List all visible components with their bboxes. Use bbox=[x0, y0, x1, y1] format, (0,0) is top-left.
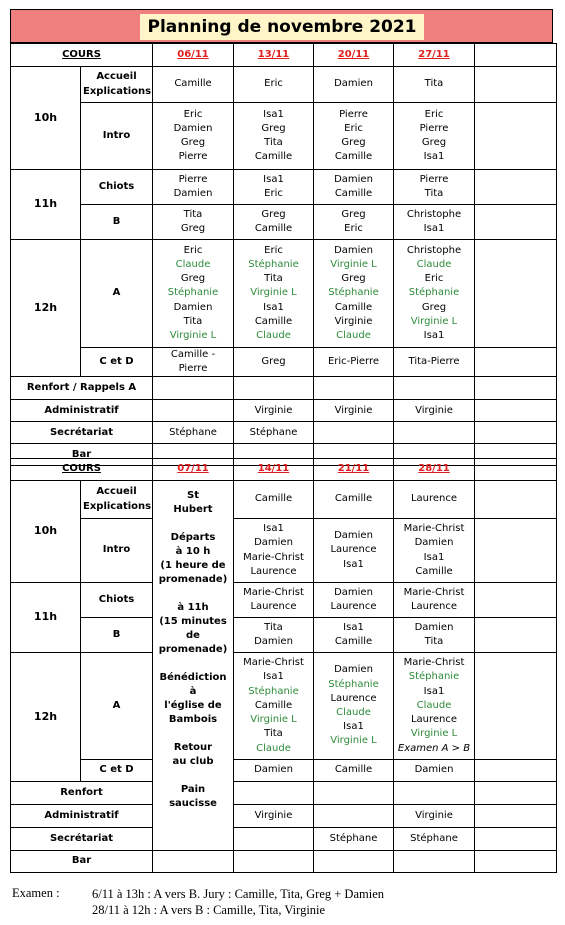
empty-cell bbox=[394, 782, 475, 805]
schedule-cell: Tita-Pierre bbox=[394, 348, 475, 377]
name-entry: Greg bbox=[180, 137, 206, 148]
name-entry: Pierre bbox=[178, 173, 208, 185]
name-entry: Eric bbox=[344, 223, 363, 234]
schedule-cell: Virginie bbox=[314, 400, 394, 422]
hubert-line: promenade) bbox=[158, 574, 228, 585]
name-entry: Pierre bbox=[339, 108, 368, 120]
name-entry: Greg bbox=[180, 223, 206, 234]
name-entry: Isa1 bbox=[423, 685, 445, 697]
row-label-administratif: Administratif bbox=[11, 805, 153, 828]
exam-line: 28/11 à 12h : A vers B : Camille, Tita, Virginie bbox=[92, 903, 326, 917]
schedule-cell bbox=[234, 519, 314, 583]
schedule-cell bbox=[234, 103, 314, 170]
name-entry: Damien bbox=[254, 636, 293, 647]
empty-cell bbox=[314, 377, 394, 400]
schedule-cell: Camille bbox=[153, 67, 234, 103]
hubert-line: Hubert bbox=[173, 504, 213, 515]
name-entry: Damien bbox=[334, 530, 373, 542]
name-entry: Isa1 bbox=[343, 558, 364, 570]
empty-cell bbox=[153, 851, 234, 873]
name-entry: Pierre bbox=[178, 151, 208, 163]
empty-cell bbox=[475, 618, 557, 653]
schedule-cell: Stéphane bbox=[314, 828, 394, 851]
row-label-c-et-d: C et D bbox=[81, 760, 153, 782]
schedule-cell bbox=[314, 653, 394, 760]
row-label-intro: Intro bbox=[81, 519, 153, 583]
schedule-cell: Greg bbox=[234, 348, 314, 377]
hubert-line: à 11h bbox=[177, 602, 209, 613]
name-entry: Virginie L bbox=[410, 728, 458, 740]
date-header: 14/11 bbox=[234, 459, 314, 481]
schedule-cell bbox=[394, 618, 475, 653]
schedule-cell: Damien bbox=[234, 760, 314, 782]
name-entry: Laurence bbox=[410, 601, 458, 612]
name-entry: Damien bbox=[414, 537, 454, 549]
name-entry: Camille bbox=[254, 315, 293, 327]
schedule-cell bbox=[314, 618, 394, 653]
hubert-line: Retour bbox=[173, 742, 213, 753]
exam-notes bbox=[92, 886, 384, 918]
empty-cell bbox=[475, 67, 557, 103]
schedule-cell bbox=[314, 205, 394, 240]
name-entry: Damien bbox=[173, 188, 213, 199]
name-entry: Damien bbox=[414, 621, 454, 633]
schedule-cell: Damien bbox=[314, 67, 394, 103]
name-entry: Greg bbox=[261, 122, 286, 134]
empty-cell bbox=[234, 782, 314, 805]
hubert-line: l'église de bbox=[164, 700, 222, 711]
empty-cell bbox=[475, 422, 557, 444]
empty-cell bbox=[153, 377, 234, 400]
name-entry: Isa1 bbox=[423, 151, 445, 163]
name-entry: Camille bbox=[415, 565, 453, 577]
name-entry: Isa1 bbox=[343, 621, 364, 633]
schedule-cell: Stéphane bbox=[153, 422, 234, 444]
name-entry: Camille bbox=[334, 151, 373, 163]
name-entry: Laurence bbox=[330, 601, 377, 612]
label-line: Explications bbox=[83, 85, 152, 97]
empty-cell bbox=[475, 103, 557, 170]
name-entry: Stéphanie bbox=[328, 287, 379, 299]
schedule-cell bbox=[314, 240, 394, 348]
name-entry: Greg bbox=[421, 137, 447, 148]
schedule-cell bbox=[153, 103, 234, 170]
date-header: 13/11 bbox=[234, 44, 314, 67]
schedule-cell: Virginie bbox=[394, 805, 475, 828]
name-entry: Stéphanie bbox=[248, 685, 299, 697]
name-entry: Damien bbox=[254, 537, 293, 549]
name-entry: Tita bbox=[264, 728, 283, 740]
row-label-secretariat: Secrétariat bbox=[11, 422, 153, 444]
name-entry: Laurence bbox=[330, 692, 377, 704]
spacer bbox=[155, 657, 231, 671]
name-entry: Damien bbox=[173, 122, 213, 134]
name-entry: Eric bbox=[264, 244, 283, 256]
spacer bbox=[155, 727, 231, 741]
row-label-accueil bbox=[81, 67, 153, 103]
spacer bbox=[155, 769, 231, 783]
name-entry: Claude bbox=[336, 330, 371, 341]
time-slot-10h: 10h bbox=[11, 481, 81, 583]
name-entry: Marie-Christ bbox=[403, 586, 465, 598]
empty-cell bbox=[475, 583, 557, 618]
row-label-secretariat: Secrétariat bbox=[11, 828, 153, 851]
schedule-cell bbox=[314, 805, 394, 828]
row-label-renfort: Renfort bbox=[11, 782, 153, 805]
hubert-line: saucisse bbox=[169, 798, 217, 809]
name-entry: Isa1 bbox=[263, 301, 284, 313]
exam-note: Examen A > B bbox=[397, 742, 471, 754]
schedule-cell bbox=[394, 205, 475, 240]
schedule-cell bbox=[394, 103, 475, 170]
empty-cell bbox=[475, 851, 557, 873]
hubert-line: Bénédiction à bbox=[159, 672, 227, 697]
name-entry: Eric bbox=[183, 108, 203, 120]
schedule-cell bbox=[314, 519, 394, 583]
exam-label: Examen : bbox=[12, 886, 60, 900]
name-entry: Tita bbox=[264, 137, 283, 148]
schedule-cell bbox=[234, 170, 314, 205]
name-entry: Isa1 bbox=[263, 523, 284, 535]
name-entry: Claude bbox=[336, 707, 371, 718]
schedule-cell bbox=[394, 583, 475, 618]
name-entry: Greg bbox=[341, 137, 366, 148]
name-entry: Greg bbox=[341, 273, 366, 285]
hubert-line bbox=[155, 517, 231, 531]
hubert-line: à 10 h bbox=[175, 546, 211, 557]
name-entry: Camille bbox=[254, 699, 293, 711]
name-entry: Tita bbox=[424, 636, 444, 647]
name-entry: Claude bbox=[175, 258, 211, 270]
name-entry: Pierre bbox=[419, 173, 449, 185]
empty-cell bbox=[475, 519, 557, 583]
name-entry: Laurence bbox=[250, 565, 297, 577]
empty-cell bbox=[234, 377, 314, 400]
empty-cell bbox=[475, 760, 557, 782]
row-label-administratif: Administratif bbox=[11, 400, 153, 422]
schedule-cell: Virginie bbox=[234, 805, 314, 828]
time-slot-12h: 12h bbox=[11, 240, 81, 377]
date-header: 27/11 bbox=[394, 44, 475, 67]
empty-cell bbox=[475, 400, 557, 422]
time-slot-12h: 12h bbox=[11, 653, 81, 782]
hubert-line: de promenade) bbox=[158, 630, 228, 655]
name-entry: Camille bbox=[254, 151, 293, 163]
name-entry: Laurence bbox=[330, 544, 377, 556]
schedule-cell bbox=[314, 103, 394, 170]
name-entry: Marie-Christ bbox=[243, 657, 304, 669]
name-entry: Isa1 bbox=[423, 551, 445, 563]
name-entry: Marie-Christ bbox=[403, 523, 465, 535]
schedule-cell bbox=[153, 400, 234, 422]
schedule-cell bbox=[234, 618, 314, 653]
label-line: Accueil bbox=[96, 71, 137, 83]
name-entry: Laurence bbox=[410, 714, 458, 726]
row-label-b: B bbox=[81, 205, 153, 240]
schedule-cell: Eric-Pierre bbox=[314, 348, 394, 377]
name-entry: Christophe bbox=[406, 208, 462, 220]
name-entry: Isa1 bbox=[263, 108, 284, 120]
name-entry: Stéphanie bbox=[167, 287, 219, 299]
date-header: 28/11 bbox=[394, 459, 475, 481]
spacer bbox=[155, 587, 231, 601]
name-entry: Damien bbox=[334, 173, 373, 185]
schedule-cell: Camille bbox=[234, 481, 314, 519]
schedule-cell bbox=[234, 653, 314, 760]
schedule-cell bbox=[394, 170, 475, 205]
schedule-table-1 bbox=[10, 43, 557, 466]
schedule-cell: Laurence bbox=[394, 481, 475, 519]
name-entry: Greg bbox=[341, 208, 366, 220]
schedule-cell bbox=[314, 422, 394, 444]
cours-header: COURS bbox=[11, 44, 153, 67]
schedule-cell bbox=[314, 170, 394, 205]
name-entry: Marie-Christ bbox=[403, 657, 465, 669]
row-label-bar: Bar bbox=[11, 851, 153, 873]
empty-cell bbox=[234, 851, 314, 873]
schedule-cell: Camille bbox=[314, 760, 394, 782]
empty-cell bbox=[475, 170, 557, 205]
empty-cell bbox=[314, 851, 394, 873]
empty-cell bbox=[394, 377, 475, 400]
hubert-line: Bambois bbox=[168, 714, 218, 725]
schedule-cell bbox=[234, 583, 314, 618]
name-entry: Damien bbox=[334, 586, 373, 598]
st-hubert-cell bbox=[153, 481, 234, 851]
name-entry: Isa1 bbox=[423, 223, 445, 234]
date-header: 07/11 bbox=[153, 459, 234, 481]
empty-cell bbox=[475, 240, 557, 348]
name-entry: Tita bbox=[424, 188, 444, 199]
row-label-accueil bbox=[81, 481, 153, 519]
empty-cell bbox=[394, 851, 475, 873]
name-entry: Eric bbox=[424, 108, 444, 120]
row-label-bar: Bar bbox=[11, 444, 153, 466]
schedule-table-2 bbox=[10, 458, 557, 873]
name-entry: Stéphanie bbox=[408, 287, 460, 299]
name-entry: Claude bbox=[416, 258, 452, 270]
schedule-cell: Camille bbox=[314, 481, 394, 519]
schedule-cell: Virginie bbox=[394, 400, 475, 422]
label-line: Explications bbox=[83, 500, 152, 512]
name-entry: Greg bbox=[180, 273, 206, 285]
name-entry: Stéphanie bbox=[248, 258, 299, 270]
schedule-cell: Damien bbox=[394, 760, 475, 782]
empty-cell bbox=[314, 782, 394, 805]
name-entry: Damien bbox=[334, 664, 373, 676]
cours-header: COURS bbox=[11, 459, 153, 481]
row-label-a: A bbox=[81, 240, 153, 348]
time-slot-10h: 10h bbox=[11, 67, 81, 170]
name-entry: Camille bbox=[254, 223, 293, 234]
schedule-cell bbox=[394, 240, 475, 348]
name-entry: Eric bbox=[264, 188, 283, 199]
label-line: Accueil bbox=[96, 486, 137, 498]
row-label-chiots: Chiots bbox=[81, 170, 153, 205]
name-entry: Christophe bbox=[406, 244, 462, 256]
schedule-cell bbox=[394, 519, 475, 583]
name-entry: Claude bbox=[256, 742, 291, 754]
schedule-cell bbox=[394, 422, 475, 444]
schedule-cell: Eric bbox=[234, 67, 314, 103]
schedule-cell bbox=[153, 205, 234, 240]
name-entry: Isa1 bbox=[263, 173, 284, 185]
schedule-cell: Tita bbox=[394, 67, 475, 103]
name-entry: Virginie L bbox=[330, 258, 377, 270]
hubert-line: (1 heure de bbox=[160, 560, 226, 571]
date-header: 06/11 bbox=[153, 44, 234, 67]
row-label-renfort: Renfort / Rappels A bbox=[11, 377, 153, 400]
empty-cell bbox=[475, 828, 557, 851]
name-entry: Eric bbox=[424, 273, 444, 285]
name-entry: Virginie L bbox=[330, 735, 377, 747]
name-entry: Camille bbox=[334, 636, 373, 647]
hubert-line: St bbox=[187, 490, 199, 501]
date-header: 21/11 bbox=[314, 459, 394, 481]
hubert-line: Pain bbox=[180, 784, 206, 795]
schedule-cell bbox=[394, 653, 475, 760]
page-title: Planning de novembre 2021 bbox=[140, 14, 424, 40]
hubert-line: au club bbox=[172, 756, 214, 767]
empty-cell bbox=[475, 205, 557, 240]
schedule-cell: Stéphane bbox=[394, 828, 475, 851]
empty-cell bbox=[475, 459, 557, 481]
name-entry: Virginie L bbox=[250, 287, 297, 299]
name-entry: Camille bbox=[334, 188, 373, 199]
name-entry: Virginie L bbox=[410, 315, 458, 327]
exam-line: 6/11 à 13h : A vers B. Jury : Camille, Tita, Greg + Damien bbox=[92, 887, 384, 901]
name-entry: Isa1 bbox=[343, 721, 364, 733]
name-entry: Claude bbox=[256, 330, 291, 341]
hubert-line: Départs bbox=[170, 532, 216, 543]
name-entry: Marie-Christ bbox=[243, 586, 304, 598]
row-label-b: B bbox=[81, 618, 153, 653]
name-entry: Virginie bbox=[334, 315, 373, 327]
empty-cell bbox=[475, 481, 557, 519]
name-entry: Stéphanie bbox=[408, 671, 460, 683]
time-slot-11h: 11h bbox=[11, 583, 81, 653]
empty-cell bbox=[475, 44, 557, 67]
name-entry: Tita bbox=[183, 208, 203, 220]
name-entry: Claude bbox=[416, 699, 452, 711]
empty-cell bbox=[475, 348, 557, 377]
name-entry: Isa1 bbox=[263, 671, 284, 683]
row-label-c-et-d: C et D bbox=[81, 348, 153, 377]
schedule-cell bbox=[153, 170, 234, 205]
schedule-cell bbox=[234, 240, 314, 348]
empty-cell bbox=[475, 653, 557, 760]
name-entry: Damien bbox=[173, 301, 213, 313]
schedule-cell bbox=[314, 583, 394, 618]
title-band bbox=[10, 9, 553, 43]
name-entry: Virginie L bbox=[169, 330, 217, 341]
name-entry: Eric bbox=[183, 244, 203, 256]
name-entry: Tita bbox=[264, 273, 283, 285]
schedule-cell bbox=[153, 240, 234, 348]
name-entry: Marie-Christ bbox=[243, 551, 304, 563]
name-entry: Stéphanie bbox=[328, 678, 379, 690]
schedule-cell: Stéphane bbox=[234, 422, 314, 444]
name-entry: Greg bbox=[261, 208, 286, 220]
schedule-cell bbox=[234, 828, 314, 851]
empty-cell bbox=[475, 377, 557, 400]
row-label-chiots: Chiots bbox=[81, 583, 153, 618]
date-header: 20/11 bbox=[314, 44, 394, 67]
time-slot-11h: 11h bbox=[11, 170, 81, 240]
name-entry: Eric bbox=[344, 122, 363, 134]
name-entry: Pierre bbox=[419, 122, 449, 134]
schedule-cell: Virginie bbox=[234, 400, 314, 422]
hubert-line: (15 minutes bbox=[159, 616, 227, 627]
schedule-cell bbox=[234, 205, 314, 240]
name-entry: Camille bbox=[334, 301, 373, 313]
row-label-intro: Intro bbox=[81, 103, 153, 170]
name-entry: Damien bbox=[334, 244, 373, 256]
empty-cell bbox=[475, 805, 557, 828]
name-entry: Tita bbox=[183, 315, 203, 327]
name-entry: Isa1 bbox=[423, 330, 445, 341]
empty-cell bbox=[475, 782, 557, 805]
name-entry: Laurence bbox=[250, 601, 297, 612]
name-entry: Tita bbox=[264, 621, 283, 633]
name-entry: Greg bbox=[421, 301, 447, 313]
row-label-a: A bbox=[81, 653, 153, 760]
name-entry: Virginie L bbox=[250, 714, 297, 726]
schedule-cell: Camille - Pierre bbox=[153, 348, 234, 377]
